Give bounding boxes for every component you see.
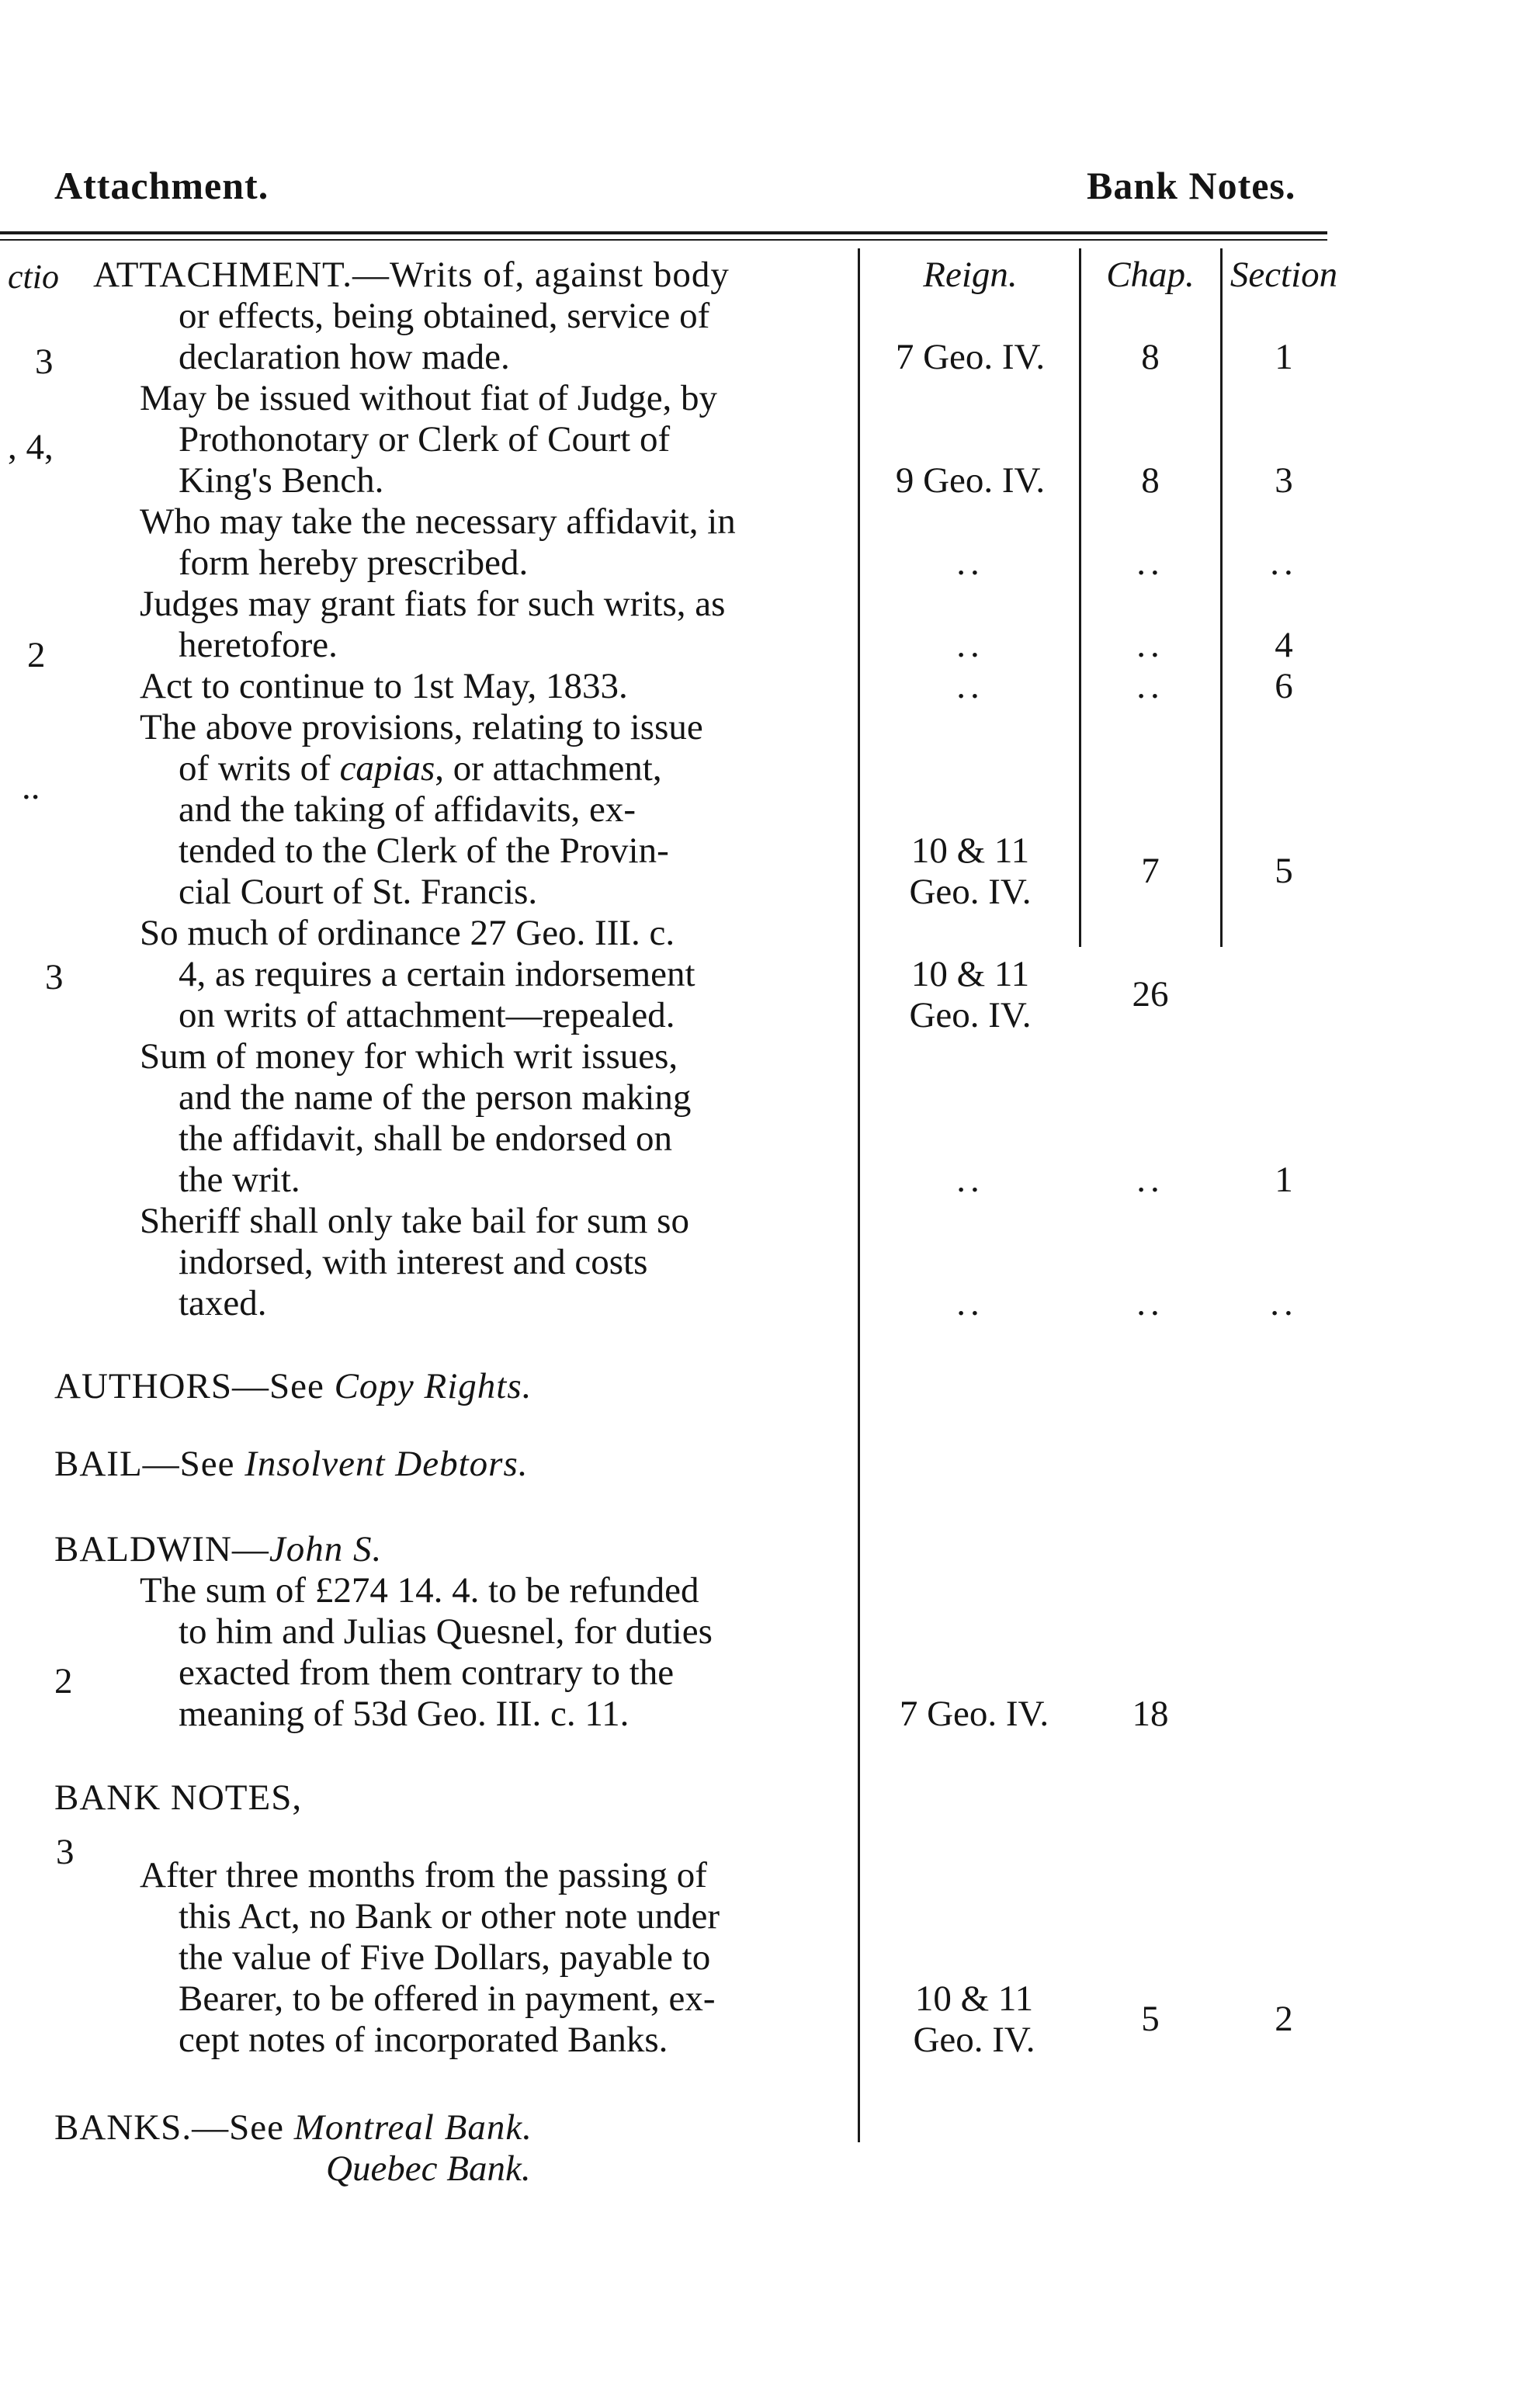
entry-line: Sheriff shall only take bail for sum so: [140, 1201, 689, 1241]
column-header-reign: Reign.: [923, 255, 1018, 295]
entry-heading-banks: [54, 2107, 532, 2148]
entry-line: Bearer, to be offered in payment, ex-: [179, 1979, 716, 2019]
entry-heading-baldwin: [54, 1529, 382, 1570]
entry-line-italic: capias: [339, 748, 435, 789]
chap-cell: 18: [1132, 1694, 1169, 1734]
entry-line: heretofore.: [179, 625, 338, 665]
entry-heading-bank-notes: BANK NOTES,: [54, 1777, 303, 1818]
entry-heading-bail: [54, 1444, 529, 1485]
entry-line: this Act, no Bank or other note under: [179, 1896, 720, 1937]
entry-line: exacted from them contrary to the: [179, 1653, 675, 1693]
margin-fragment: 3: [45, 957, 64, 997]
section-cell: 1: [1275, 337, 1293, 377]
reign-cell: Geo. IV.: [909, 995, 1032, 1035]
column-header-chap: Chap.: [1106, 255, 1195, 295]
entry-heading-attachment: ATTACHMENT.—Writs of, against body: [93, 255, 730, 295]
reign-cell: ..: [956, 625, 984, 665]
heading-text: BANKS.—See: [54, 2107, 294, 2148]
entry-line: form hereby prescribed.: [179, 543, 529, 583]
section-cell: ..: [1270, 543, 1298, 583]
entry-line: and the name of the person making: [179, 1077, 692, 1118]
chap-cell: 8: [1141, 460, 1160, 501]
entry-line: on writs of attachment—repealed.: [179, 995, 675, 1035]
cross-reference-italic: Quebec Bank.: [326, 2148, 531, 2189]
reign-cell: 10 & 11: [910, 831, 1030, 871]
entry-line: the writ.: [179, 1160, 300, 1200]
person-name: John S.: [269, 1529, 383, 1569]
chap-cell: ..: [1136, 625, 1164, 665]
section-cell: 1: [1275, 1160, 1293, 1200]
running-head-left: Attachment.: [54, 164, 269, 207]
section-cell: 2: [1275, 1999, 1293, 2039]
reign-cell: 9 Geo. IV.: [895, 460, 1046, 501]
entry-line: Judges may grant fiats for such writs, as: [140, 584, 726, 624]
chap-cell: ..: [1136, 1160, 1164, 1200]
column-header-section: Section: [1230, 255, 1338, 295]
chap-cell: ..: [1136, 543, 1164, 583]
margin-fragment: , 4,: [8, 427, 54, 467]
entry-line-part: of writs of: [179, 748, 340, 789]
column-divider-text: [858, 248, 860, 2142]
section-cell: ..: [1270, 1283, 1298, 1323]
entry-line: Sum of money for which writ issues,: [140, 1036, 678, 1077]
entry-line: and the taking of affidavits, ex-: [179, 789, 636, 830]
cross-reference: Copy Rights.: [334, 1366, 532, 1406]
chap-cell: 8: [1141, 337, 1160, 377]
chap-cell: ..: [1136, 1283, 1164, 1323]
reign-cell: 7 Geo. IV.: [899, 1694, 1049, 1734]
entry-line: tended to the Clerk of the Provin-: [179, 831, 669, 871]
entry-line: taxed.: [179, 1283, 267, 1323]
header-rule: [0, 231, 1327, 234]
entry-line: Act to continue to 1st May, 1833.: [140, 666, 628, 706]
reign-cell: 7 Geo. IV.: [895, 337, 1046, 377]
margin-fragment: 3: [35, 342, 54, 382]
entry-line: cept notes of incorporated Banks.: [179, 2020, 668, 2060]
cross-reference: Insolvent Debtors.: [245, 1444, 529, 1484]
chap-cell: 7: [1141, 851, 1160, 891]
section-cell: 4: [1275, 625, 1293, 665]
margin-fragment: ..: [22, 767, 40, 807]
entry-line: or effects, being obtained, service of: [179, 296, 710, 336]
entry-heading-authors: [54, 1366, 532, 1407]
entry-line: cial Court of St. Francis.: [179, 872, 538, 912]
chap-cell: ..: [1136, 666, 1164, 706]
reign-cell: 10 & 11: [914, 1979, 1034, 2019]
section-cell: 6: [1275, 666, 1293, 706]
chap-cell: 26: [1132, 974, 1169, 1014]
reign-cell: Geo. IV.: [913, 2020, 1035, 2060]
entry-line: declaration how made.: [179, 337, 510, 377]
heading-text: BAIL—See: [54, 1444, 245, 1484]
reign-cell: Geo. IV.: [909, 872, 1032, 912]
entry-line: the value of Five Dollars, payable to: [179, 1937, 711, 1978]
section-cell: 3: [1275, 460, 1293, 501]
margin-fragment: 2: [27, 635, 46, 675]
entry-line: After three months from the passing of: [140, 1855, 707, 1895]
entry-line: King's Bench.: [179, 460, 384, 501]
chap-cell: 5: [1141, 1999, 1160, 2039]
cross-reference: Montreal Bank.: [293, 2107, 532, 2148]
heading-text: BALDWIN—: [54, 1529, 269, 1569]
entry-line: The sum of £274 14. 4. to be refunded: [140, 1570, 699, 1611]
heading-text: AUTHORS—See: [54, 1366, 335, 1406]
reign-cell: 10 & 11: [910, 954, 1030, 994]
entry-line-part: , or attachment,: [435, 748, 662, 789]
running-head-right: Bank Notes.: [1087, 164, 1296, 207]
reign-cell: ..: [956, 1283, 984, 1323]
reign-cell: ..: [956, 1160, 984, 1200]
entry-line: 4, as requires a certain indorsement: [179, 954, 695, 994]
margin-fragment: 3: [56, 1832, 75, 1872]
entry-line: [179, 748, 662, 789]
reign-cell: ..: [956, 666, 984, 706]
entry-line: Prothonotary or Clerk of Court of: [179, 419, 671, 460]
entry-line: meaning of 53d Geo. III. c. 11.: [179, 1694, 630, 1734]
entry-line: The above provisions, relating to issue: [140, 707, 703, 747]
reign-cell: ..: [956, 543, 984, 583]
entry-line: the affidavit, shall be endorsed on: [179, 1118, 673, 1159]
entry-line: Who may take the necessary affidavit, in: [140, 501, 736, 542]
entry-line: to him and Julias Quesnel, for duties: [179, 1611, 713, 1652]
entry-line: May be issued without fiat of Judge, by: [140, 378, 718, 418]
header-rule-thin: [0, 239, 1327, 241]
entry-line: So much of ordinance 27 Geo. III. c.: [140, 913, 675, 953]
cross-reference: [326, 2148, 531, 2190]
section-cell: 5: [1275, 851, 1293, 891]
margin-fragment: 2: [54, 1661, 73, 1701]
margin-fragment: ctio: [8, 258, 59, 296]
entry-line: indorsed, with interest and costs: [179, 1242, 648, 1282]
